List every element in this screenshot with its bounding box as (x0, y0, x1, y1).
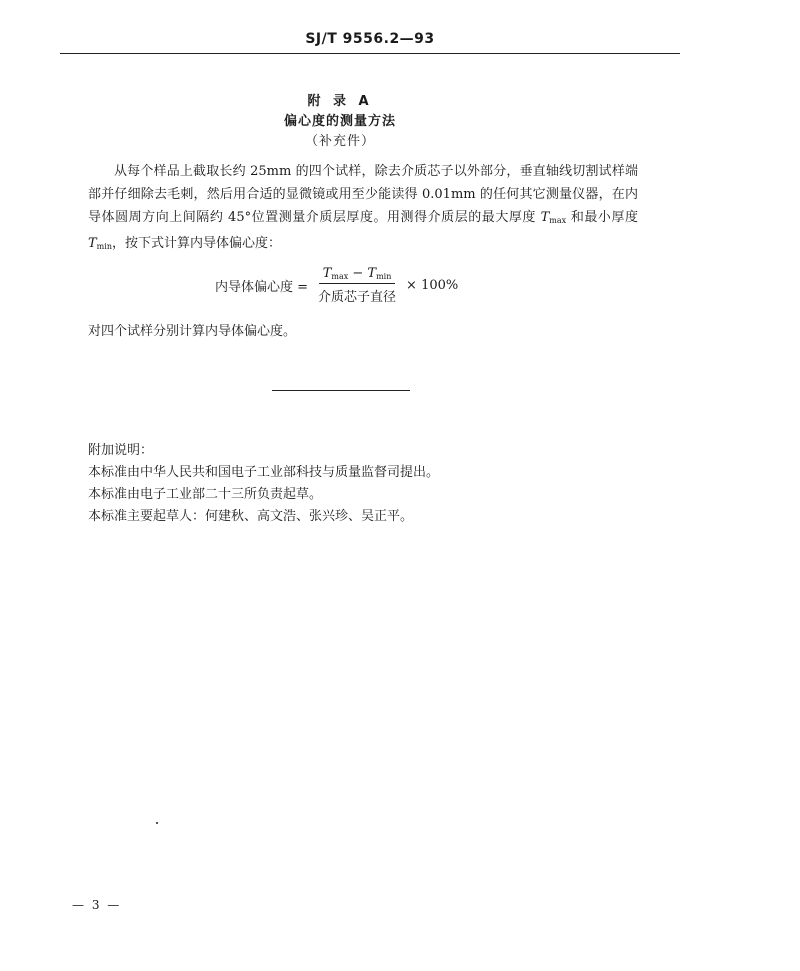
body-paragraph (88, 160, 638, 258)
section-end-rule (272, 390, 410, 391)
paragraph-text-b: 和最小厚度 (566, 210, 638, 225)
appendix-title: 偏心度的测量方法 (283, 114, 396, 129)
additional-notes (88, 440, 439, 528)
paragraph-text-c: ，按下式计算内导体偏心度： (111, 236, 281, 251)
formula-t1: T (322, 265, 332, 281)
paragraph-text-a: 从每个样品上截取长约 25mm 的四个试样，除去介质芯子以外部分，垂直轴线切割试样端部并仔细除去毛刺，然后用合适的显微镜或用至少能读得 0.01mm 的任何其它测量仪器，在内导体圆周方向上间隔约 45°位置测量介质层厚度。用测得介质层的最大厚度 (88, 164, 638, 225)
notes-line: 本标准主要起草人：何建秋、高文浩、张兴珍、吴正平。 (88, 509, 414, 524)
formula-sub1: max (331, 271, 349, 281)
notes-line: 本标准由中华人民共和国电子工业部科技与质量监督司提出。 (88, 465, 440, 480)
after-formula-text: 对四个试样分别计算内导体偏心度。 (88, 324, 297, 339)
formula-sub2: min (376, 271, 392, 281)
tmax-symbol: T (540, 210, 550, 225)
notes-heading: 附加说明： (88, 443, 154, 458)
page-number: — 3 — (72, 898, 122, 912)
paragraph-measurement-method (88, 160, 638, 258)
scan-speck (156, 822, 158, 824)
notes-line: 本标准由电子工业部二十三所负责起草。 (88, 487, 323, 502)
formula-minus: − (348, 265, 368, 281)
formula-fraction (314, 266, 400, 305)
formula-denominator: 介质芯子直径 (318, 289, 397, 305)
tmin-symbol: T (88, 236, 97, 251)
eccentricity-formula (215, 265, 458, 305)
standard-code: SJ/T 9556.2—93 (305, 31, 435, 47)
tmin-subscript: min (96, 242, 112, 251)
appendix-label: 附 录 A (307, 94, 373, 109)
formula-numerator (319, 266, 396, 284)
formula-rhs: × 100% (406, 277, 459, 293)
formula-t2: T (367, 265, 377, 281)
appendix-note: （补充件） (304, 134, 375, 149)
formula-lhs: 内导体偏心度 = (215, 279, 309, 295)
header-rule (60, 53, 680, 54)
tmax-subscript: max (549, 216, 567, 225)
